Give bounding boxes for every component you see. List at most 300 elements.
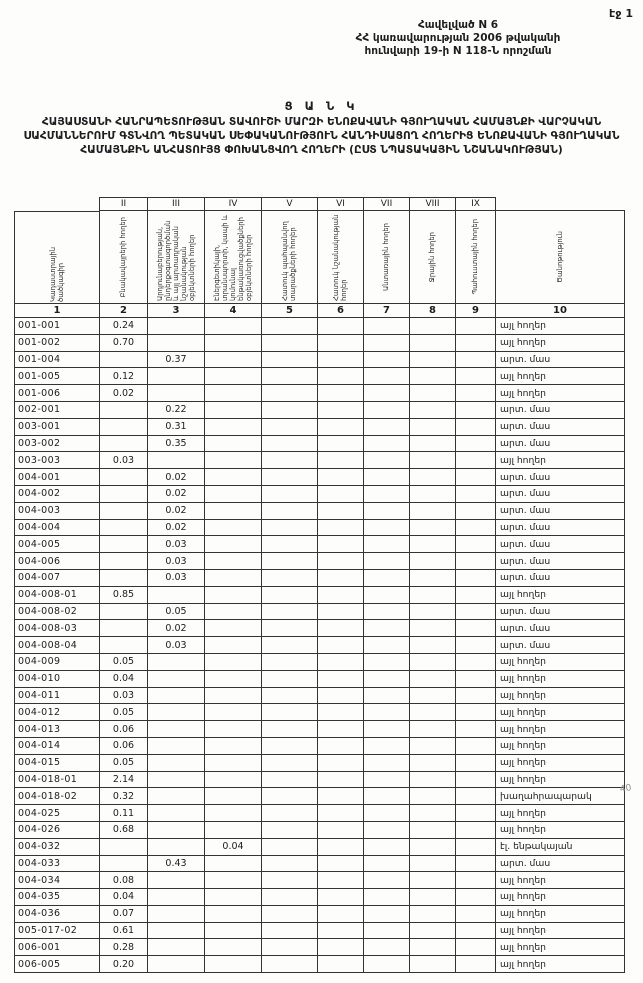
area-value-cell <box>318 536 364 553</box>
cadastral-code-cell: 004-003 <box>14 503 100 520</box>
area-value-cell: 0.37 <box>148 352 205 369</box>
area-value-cell <box>410 939 456 956</box>
area-value-cell <box>205 604 262 621</box>
area-value-cell: 0.05 <box>148 604 205 621</box>
area-value-cell <box>262 570 318 587</box>
table-row <box>14 788 625 805</box>
area-value-cell <box>100 520 148 537</box>
area-value-cell <box>456 402 496 419</box>
table-row <box>14 906 625 923</box>
area-value-cell <box>456 570 496 587</box>
area-value-cell <box>100 486 148 503</box>
area-value-cell <box>205 906 262 923</box>
area-value-cell <box>205 419 262 436</box>
table-row <box>14 536 625 553</box>
area-value-cell <box>456 688 496 705</box>
area-value-cell <box>456 704 496 721</box>
document-title-heading: Ց Ա Ն Կ <box>284 99 359 113</box>
area-value-cell <box>456 906 496 923</box>
column-label: Կադաստրային ծածկագիր <box>48 246 65 302</box>
area-value-cell <box>262 939 318 956</box>
area-value-cell <box>262 788 318 805</box>
area-value-cell <box>456 436 496 453</box>
column-label-cell <box>262 211 318 303</box>
area-value-cell: 0.03 <box>148 570 205 587</box>
table-row <box>14 923 625 940</box>
cadastral-code-cell: 004-011 <box>14 688 100 705</box>
column-label-cell <box>410 211 456 303</box>
area-value-cell <box>410 352 456 369</box>
remark-cell: արտ. մաս <box>496 436 625 453</box>
area-value-cell: 2.14 <box>100 772 148 789</box>
area-value-cell <box>318 469 364 486</box>
remark-cell: այլ հողեր <box>496 721 625 738</box>
area-value-cell: 0.20 <box>100 956 148 973</box>
cadastral-code-cell: 003-002 <box>14 436 100 453</box>
area-value-cell <box>205 738 262 755</box>
area-value-cell <box>410 755 456 772</box>
area-value-cell <box>410 671 456 688</box>
column-label: Բնակավայրերի հողեր <box>119 216 128 298</box>
area-value-cell <box>100 469 148 486</box>
table-row <box>14 939 625 956</box>
column-number: 3 <box>148 303 205 318</box>
area-value-cell <box>364 788 410 805</box>
area-value-cell <box>205 368 262 385</box>
area-value-cell <box>318 923 364 940</box>
area-value-cell <box>262 335 318 352</box>
area-value-cell <box>205 671 262 688</box>
area-value-cell <box>205 704 262 721</box>
area-value-cell <box>410 872 456 889</box>
area-value-cell <box>364 923 410 940</box>
area-value-cell <box>318 704 364 721</box>
area-value-cell <box>410 570 456 587</box>
cadastral-code-cell: 004-008-02 <box>14 604 100 621</box>
table-row <box>14 318 625 335</box>
area-value-cell <box>318 637 364 654</box>
area-value-cell <box>364 939 410 956</box>
area-value-cell: 0.02 <box>148 620 205 637</box>
remark-cell: այլ հողեր <box>496 906 625 923</box>
remark-cell: այլ հողեր <box>496 688 625 705</box>
area-value-cell: 0.07 <box>100 906 148 923</box>
cadastral-code-cell: 004-006 <box>14 553 100 570</box>
area-value-cell <box>410 587 456 604</box>
area-value-cell <box>205 318 262 335</box>
remark-cell: այլ հողեր <box>496 772 625 789</box>
appendix-title: Հավելված N 6 <box>417 19 499 31</box>
area-value-cell <box>364 620 410 637</box>
table-row <box>14 772 625 789</box>
area-value-cell <box>205 822 262 839</box>
area-value-cell <box>318 889 364 906</box>
column-number: 7 <box>364 303 410 318</box>
area-value-cell: 0.70 <box>100 335 148 352</box>
cadastral-code-cell: 004-035 <box>14 889 100 906</box>
area-value-cell <box>262 637 318 654</box>
remark-cell: այլ հողեր <box>496 385 625 402</box>
area-value-cell <box>262 536 318 553</box>
area-value-cell <box>148 721 205 738</box>
remark-cell: այլ հողեր <box>496 755 625 772</box>
remark-cell: այլ հողեր <box>496 939 625 956</box>
area-value-cell <box>205 553 262 570</box>
area-value-cell <box>262 738 318 755</box>
area-value-cell <box>148 956 205 973</box>
header-column-1 <box>14 197 100 318</box>
area-value-cell: 0.02 <box>148 486 205 503</box>
area-value-cell <box>100 553 148 570</box>
remark-cell: էլ. ենթակայան <box>496 839 625 856</box>
area-value-cell <box>364 385 410 402</box>
area-value-cell <box>148 839 205 856</box>
area-value-cell <box>100 352 148 369</box>
area-value-cell <box>205 570 262 587</box>
area-value-cell <box>456 654 496 671</box>
area-value-cell <box>364 436 410 453</box>
area-value-cell <box>410 620 456 637</box>
area-value-cell: 0.02 <box>148 520 205 537</box>
area-value-cell <box>456 536 496 553</box>
table-row <box>14 503 625 520</box>
area-value-cell <box>364 352 410 369</box>
area-value-cell <box>148 772 205 789</box>
area-value-cell <box>148 872 205 889</box>
column-roman-numeral: VIII <box>410 197 456 211</box>
area-value-cell <box>456 788 496 805</box>
area-value-cell <box>456 486 496 503</box>
cadastral-code-cell: 001-005 <box>14 368 100 385</box>
area-value-cell <box>410 721 456 738</box>
area-value-cell <box>205 469 262 486</box>
area-value-cell: 0.04 <box>205 839 262 856</box>
area-value-cell <box>262 469 318 486</box>
area-value-cell <box>456 738 496 755</box>
area-value-cell <box>262 553 318 570</box>
area-value-cell <box>318 318 364 335</box>
table-row <box>14 452 625 469</box>
cadastral-code-cell: 004-014 <box>14 738 100 755</box>
column-roman-numeral <box>14 197 100 211</box>
area-value-cell <box>100 503 148 520</box>
area-value-cell <box>262 520 318 537</box>
area-value-cell <box>318 385 364 402</box>
area-value-cell <box>205 503 262 520</box>
area-value-cell: 0.06 <box>100 721 148 738</box>
area-value-cell <box>318 368 364 385</box>
area-value-cell <box>318 822 364 839</box>
table-row <box>14 587 625 604</box>
area-value-cell <box>318 956 364 973</box>
area-value-cell <box>205 788 262 805</box>
table-row <box>14 419 625 436</box>
area-value-cell <box>364 839 410 856</box>
area-value-cell: 0.31 <box>148 419 205 436</box>
column-roman-numeral: IX <box>456 197 496 211</box>
area-value-cell <box>456 671 496 688</box>
cadastral-code-cell: 004-025 <box>14 805 100 822</box>
cadastral-code-cell: 001-006 <box>14 385 100 402</box>
area-value-cell <box>262 721 318 738</box>
area-value-cell <box>410 654 456 671</box>
table-body <box>14 318 625 973</box>
area-value-cell: 0.02 <box>100 385 148 402</box>
header-column-4 <box>205 197 262 318</box>
area-value-cell <box>364 805 410 822</box>
area-value-cell <box>205 620 262 637</box>
header-column-5 <box>262 197 318 318</box>
area-value-cell <box>410 788 456 805</box>
area-value-cell <box>318 939 364 956</box>
table-row <box>14 402 625 419</box>
table-row <box>14 469 625 486</box>
area-value-cell <box>205 452 262 469</box>
area-value-cell <box>318 688 364 705</box>
area-value-cell <box>262 805 318 822</box>
area-value-cell <box>100 402 148 419</box>
table-row <box>14 704 625 721</box>
remark-cell: այլ հողեր <box>496 822 625 839</box>
area-value-cell <box>364 503 410 520</box>
cadastral-code-cell: 004-036 <box>14 906 100 923</box>
area-value-cell <box>262 671 318 688</box>
area-value-cell <box>318 805 364 822</box>
area-value-cell <box>318 486 364 503</box>
area-value-cell <box>364 335 410 352</box>
area-value-cell <box>262 503 318 520</box>
area-value-cell <box>410 402 456 419</box>
area-value-cell <box>410 856 456 873</box>
area-value-cell <box>262 839 318 856</box>
remark-cell: այլ հողեր <box>496 889 625 906</box>
remark-cell: արտ. մաս <box>496 503 625 520</box>
area-value-cell <box>410 956 456 973</box>
area-value-cell <box>318 335 364 352</box>
column-number: 1 <box>14 303 100 318</box>
area-value-cell <box>262 368 318 385</box>
area-value-cell <box>410 335 456 352</box>
area-value-cell <box>364 956 410 973</box>
table-row <box>14 839 625 856</box>
area-value-cell <box>100 839 148 856</box>
area-value-cell <box>410 419 456 436</box>
remark-cell: այլ հողեր <box>496 452 625 469</box>
column-number: 5 <box>262 303 318 318</box>
area-value-cell <box>205 889 262 906</box>
area-value-cell: 0.85 <box>100 587 148 604</box>
area-value-cell <box>364 671 410 688</box>
area-value-cell <box>318 604 364 621</box>
area-value-cell: 0.03 <box>100 452 148 469</box>
area-value-cell <box>364 721 410 738</box>
area-value-cell <box>456 721 496 738</box>
area-value-cell <box>364 452 410 469</box>
decree-line-2: հունվարի 19-ի N 118-Ն որոշման <box>364 44 552 57</box>
appendix-reference <box>330 19 586 57</box>
area-value-cell <box>205 335 262 352</box>
column-label-cell <box>148 211 205 303</box>
remark-cell: այլ հողեր <box>496 872 625 889</box>
area-value-cell <box>148 688 205 705</box>
column-label: Էներգետիկայի, տրանսպորտի, կապի և կոմունալ ենթակառուցվածքների օբյեկտների հողեր <box>212 214 254 301</box>
table-row <box>14 570 625 587</box>
column-roman-numeral: VII <box>364 197 410 211</box>
column-roman-numeral: III <box>148 197 205 211</box>
column-label-cell <box>205 211 262 303</box>
area-value-cell <box>262 587 318 604</box>
cadastral-code-cell: 004-005 <box>14 536 100 553</box>
remark-cell: այլ հողեր <box>496 671 625 688</box>
area-value-cell <box>364 553 410 570</box>
table-row <box>14 688 625 705</box>
area-value-cell <box>456 452 496 469</box>
area-value-cell <box>205 688 262 705</box>
area-value-cell: 0.61 <box>100 923 148 940</box>
cadastral-code-cell: 003-003 <box>14 452 100 469</box>
area-value-cell <box>318 654 364 671</box>
area-value-cell <box>364 654 410 671</box>
column-roman-numeral: IV <box>205 197 262 211</box>
column-label-cell <box>496 211 625 303</box>
area-value-cell <box>456 889 496 906</box>
area-value-cell <box>410 906 456 923</box>
area-value-cell <box>318 788 364 805</box>
area-value-cell <box>205 721 262 738</box>
area-value-cell: 0.05 <box>100 704 148 721</box>
remark-cell: այլ հողեր <box>496 335 625 352</box>
area-value-cell <box>205 872 262 889</box>
area-value-cell <box>148 318 205 335</box>
area-value-cell: 0.11 <box>100 805 148 822</box>
area-value-cell <box>262 923 318 940</box>
column-label-cell <box>14 211 100 303</box>
remark-cell: արտ. մաս <box>496 536 625 553</box>
area-value-cell <box>262 620 318 637</box>
decree-line-1: ՀՀ կառավարության 2006 թվականի <box>355 31 561 44</box>
table-row <box>14 856 625 873</box>
area-value-cell <box>205 923 262 940</box>
column-label-cell <box>364 211 410 303</box>
area-value-cell <box>262 688 318 705</box>
remark-cell: արտ. մաս <box>496 402 625 419</box>
area-value-cell <box>318 452 364 469</box>
area-value-cell <box>364 856 410 873</box>
area-value-cell <box>205 654 262 671</box>
area-value-cell <box>364 822 410 839</box>
area-value-cell <box>318 503 364 520</box>
area-value-cell <box>100 419 148 436</box>
area-value-cell: 0.06 <box>100 738 148 755</box>
header-column-6 <box>318 197 364 318</box>
area-value-cell <box>148 587 205 604</box>
area-value-cell <box>148 805 205 822</box>
area-value-cell <box>262 889 318 906</box>
area-value-cell <box>456 419 496 436</box>
area-value-cell <box>205 755 262 772</box>
table-row <box>14 738 625 755</box>
area-value-cell <box>364 906 410 923</box>
area-value-cell <box>318 839 364 856</box>
area-value-cell <box>205 486 262 503</box>
cadastral-code-cell: 004-007 <box>14 570 100 587</box>
column-number: 9 <box>456 303 496 318</box>
area-value-cell: 0.28 <box>100 939 148 956</box>
area-value-cell <box>148 704 205 721</box>
area-value-cell <box>318 872 364 889</box>
area-value-cell <box>364 318 410 335</box>
table-row <box>14 654 625 671</box>
area-value-cell <box>262 654 318 671</box>
column-roman-numeral: VI <box>318 197 364 211</box>
handwritten-annotation: 40 <box>619 783 633 795</box>
area-value-cell <box>100 536 148 553</box>
cadastral-code-cell: 004-013 <box>14 721 100 738</box>
area-value-cell <box>318 402 364 419</box>
area-value-cell <box>100 856 148 873</box>
cadastral-code-cell: 004-010 <box>14 671 100 688</box>
area-value-cell <box>318 520 364 537</box>
table-row <box>14 956 625 973</box>
area-value-cell <box>364 520 410 537</box>
table-row <box>14 553 625 570</box>
area-value-cell <box>148 939 205 956</box>
area-value-cell <box>364 587 410 604</box>
area-value-cell <box>318 620 364 637</box>
cadastral-code-cell: 001-004 <box>14 352 100 369</box>
column-number: 4 <box>205 303 262 318</box>
area-value-cell <box>410 839 456 856</box>
area-value-cell <box>148 755 205 772</box>
cadastral-code-cell: 006-001 <box>14 939 100 956</box>
area-value-cell <box>205 402 262 419</box>
header-column-10 <box>496 197 625 318</box>
land-transfer-table <box>14 197 625 973</box>
area-value-cell <box>148 654 205 671</box>
remark-cell: այլ հողեր <box>496 956 625 973</box>
area-value-cell <box>148 889 205 906</box>
area-value-cell <box>364 604 410 621</box>
table-row <box>14 872 625 889</box>
area-value-cell <box>205 772 262 789</box>
area-value-cell <box>364 688 410 705</box>
area-value-cell <box>456 385 496 402</box>
cadastral-code-cell: 004-034 <box>14 872 100 889</box>
document-title-block <box>10 99 633 158</box>
area-value-cell <box>456 805 496 822</box>
remark-cell: այլ հողեր <box>496 587 625 604</box>
table-row <box>14 755 625 772</box>
area-value-cell <box>148 368 205 385</box>
area-value-cell <box>318 906 364 923</box>
area-value-cell <box>410 318 456 335</box>
header-column-3 <box>148 197 205 318</box>
header-column-8 <box>410 197 456 318</box>
column-number: 10 <box>496 303 625 318</box>
cadastral-code-cell: 004-009 <box>14 654 100 671</box>
table-row <box>14 520 625 537</box>
area-value-cell <box>410 738 456 755</box>
table-row <box>14 822 625 839</box>
area-value-cell <box>262 772 318 789</box>
cadastral-code-cell: 004-008-04 <box>14 637 100 654</box>
area-value-cell: 0.05 <box>100 755 148 772</box>
column-label: Անտառային հողեր <box>382 223 391 291</box>
area-value-cell <box>410 536 456 553</box>
area-value-cell <box>364 536 410 553</box>
area-value-cell <box>410 452 456 469</box>
area-value-cell <box>364 469 410 486</box>
